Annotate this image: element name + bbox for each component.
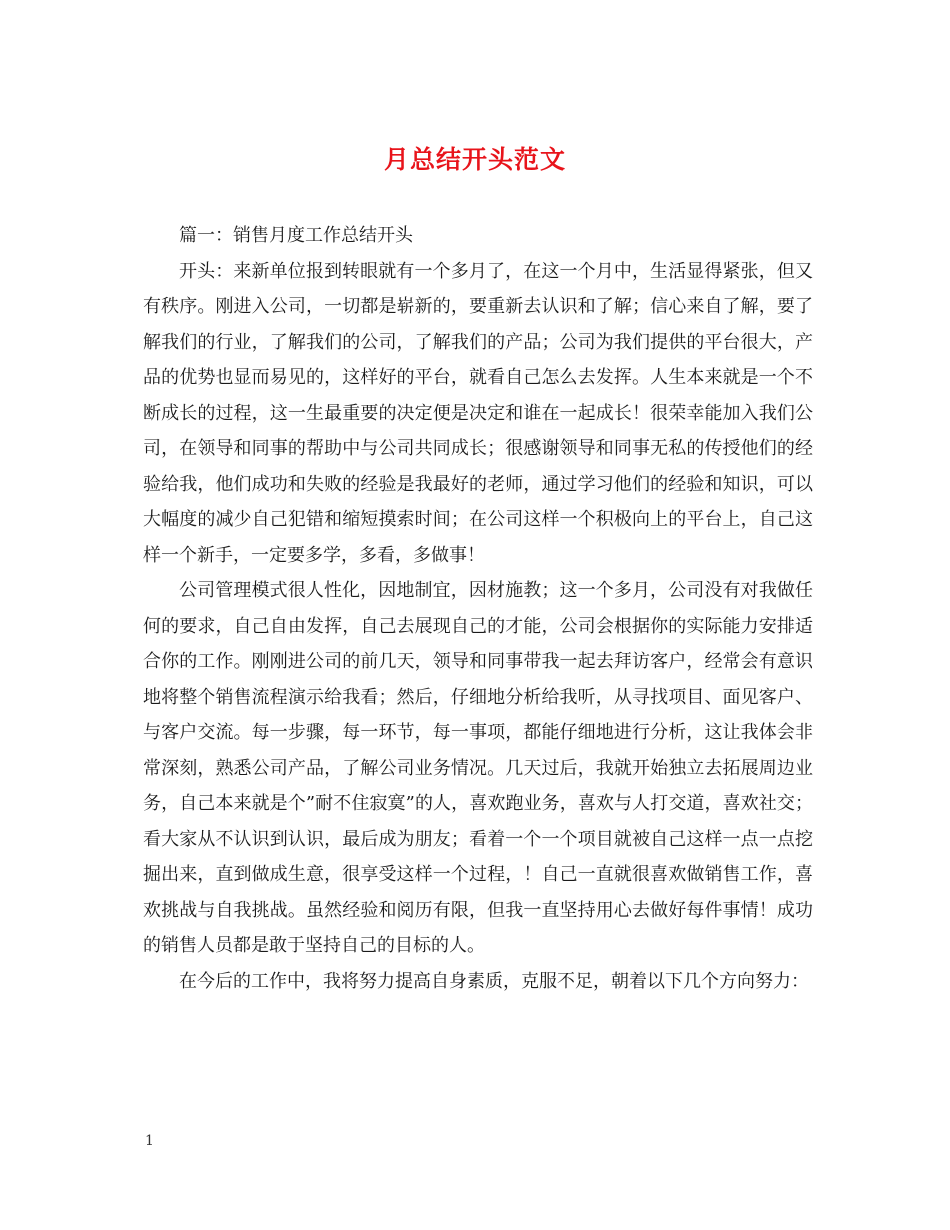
page-number: 1 xyxy=(145,1133,154,1149)
document-body xyxy=(143,218,813,999)
section-heading: 篇一：销售月度工作总结开头 xyxy=(179,225,413,246)
body-paragraph: 开头：来新单位报到转眼就有一个多月了，在这一个月中，生活显得紧张，但又有秩序。刚进入公司，一切都是崭新的，要重新去认识和了解；信心来自了解，要了解我们的行业，了解我们的公司，了解我们的产品；公司为我们提供的平台很大，产品的优势也显而易见的，这样好的平台，就看自己怎么去发挥。人生本来就是一个不断成长的过程，这一生最重要的决定便是决定和谁在一起成长！很荣幸能加入我们公司，在领导和同事的帮助中与公司共同成长；很感谢领导和同事无私的传授他们的经验给我，他们成功和失败的经验是我最好的老师，通过学习他们的经验和知识，可以大幅度的减少自己犯错和缩短摸索时间；在公司这样一个积极向上的平台上，自己这样一个新手，一定要多学，多看，多做事！ xyxy=(143,260,813,566)
document-title: 月总结开头范文 xyxy=(383,145,566,174)
body-paragraph: 公司管理模式很人性化，因地制宜，因材施教；这一个多月，公司没有对我做任何的要求，自己自由发挥，自己去展现自己的才能，公司会根据你的实际能力安排适合你的工作。刚刚进公司的前几天，领导和同事带我一起去拜访客户，经常会有意识地将整个销售流程演示给我看；然后，仔细地分析给我听，从寻找项目、面见客户、与客户交流。每一步骤，每一环节，每一事项，都能仔细地进行分析，这让我体会非常深刻，熟悉公司产品，了解公司业务情况。几天过后，我就开始独立去拓展周边业务，自己本来就是个”耐不住寂寞”的人，喜欢跑业务，喜欢与人打交道，喜欢社交；看大家从不认识到认识，最后成为朋友；看着一个一个项目就被自己这样一点一点挖掘出来，直到做成生意，很享受这样一个过程，！自己一直就很喜欢做销售工作，喜欢挑战与自我挑战。虽然经验和阅历有限，但我一直坚持用心去做好每件事情！成功的销售人员都是敢于坚持自己的目标的人。 xyxy=(143,580,813,956)
body-paragraph: 在今后的工作中，我将努力提高自身素质，克服不足，朝着以下几个方向努力： xyxy=(179,970,809,992)
